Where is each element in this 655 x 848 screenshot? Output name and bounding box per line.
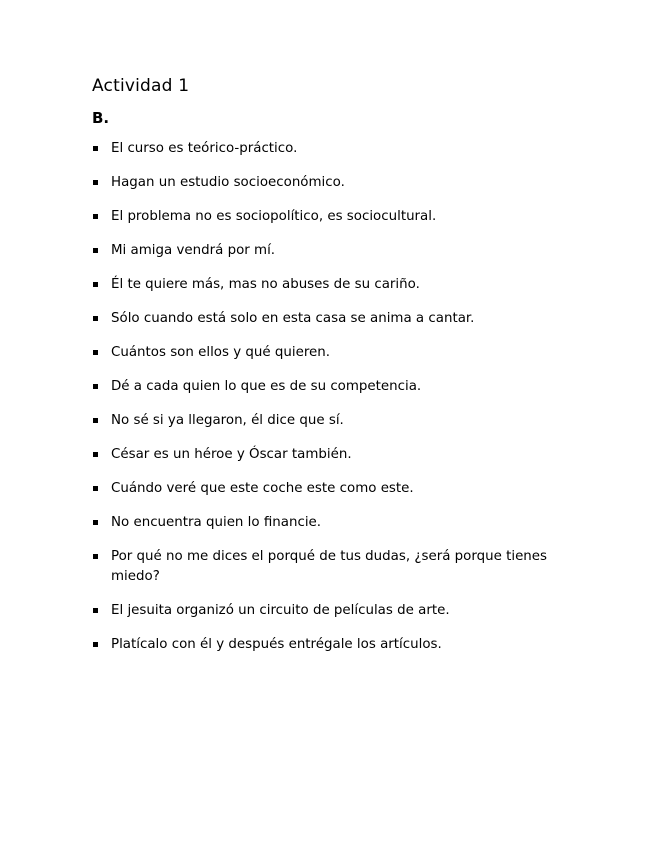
list-item-text: Por qué no me dices el porqué de tus dudas, ¿será porque tienes miedo? xyxy=(111,549,548,584)
list-item-text: César es un héroe y Óscar también. xyxy=(111,447,352,462)
list-item xyxy=(92,275,562,295)
list-item-text: Él te quiere más, mas no abuses de su cariño. xyxy=(111,277,420,292)
list-item-text: El problema no es sociopolítico, es sociocultural. xyxy=(111,209,437,224)
list-item xyxy=(92,173,562,193)
list-item xyxy=(92,377,562,397)
list-item xyxy=(92,479,562,499)
list-item xyxy=(92,547,562,587)
list-item-text: El curso es teórico-práctico. xyxy=(111,141,298,156)
list-item xyxy=(92,241,562,261)
square-bullet-icon xyxy=(93,608,98,613)
square-bullet-icon xyxy=(93,214,98,219)
square-bullet-icon xyxy=(93,180,98,185)
list-item xyxy=(92,445,562,465)
square-bullet-icon xyxy=(93,282,98,287)
list-item-text: No sé si ya llegaron, él dice que sí. xyxy=(111,413,344,428)
square-bullet-icon xyxy=(93,384,98,389)
page-title: Actividad 1 xyxy=(92,76,190,96)
list-item-text: Dé a cada quien lo que es de su competencia. xyxy=(111,379,422,394)
list-item xyxy=(92,343,562,363)
square-bullet-icon xyxy=(93,642,98,647)
list-item-text: El jesuita organizó un circuito de películas de arte. xyxy=(111,603,450,618)
list-item-text: Sólo cuando está solo en esta casa se anima a cantar. xyxy=(111,311,475,326)
list-item xyxy=(92,309,562,329)
sentence-list xyxy=(92,139,562,669)
list-item-text: Cuándo veré que este coche este como este. xyxy=(111,481,414,496)
list-item-text: Platícalo con él y después entrégale los artículos. xyxy=(111,637,442,652)
square-bullet-icon xyxy=(93,452,98,457)
list-item xyxy=(92,513,562,533)
square-bullet-icon xyxy=(93,554,98,559)
section-label: B. xyxy=(92,109,110,127)
list-item-text: Mi amiga vendrá por mí. xyxy=(111,243,276,258)
list-item xyxy=(92,207,562,227)
square-bullet-icon xyxy=(93,146,98,151)
list-item-text: No encuentra quien lo financie. xyxy=(111,515,322,530)
square-bullet-icon xyxy=(93,520,98,525)
list-item xyxy=(92,601,562,621)
list-item-text: Hagan un estudio socioeconómico. xyxy=(111,175,345,190)
square-bullet-icon xyxy=(93,486,98,491)
square-bullet-icon xyxy=(93,248,98,253)
list-item xyxy=(92,139,562,159)
list-item xyxy=(92,635,562,655)
list-item xyxy=(92,411,562,431)
square-bullet-icon xyxy=(93,316,98,321)
square-bullet-icon xyxy=(93,350,98,355)
list-item-text: Cuántos son ellos y qué quieren. xyxy=(111,345,331,360)
square-bullet-icon xyxy=(93,418,98,423)
